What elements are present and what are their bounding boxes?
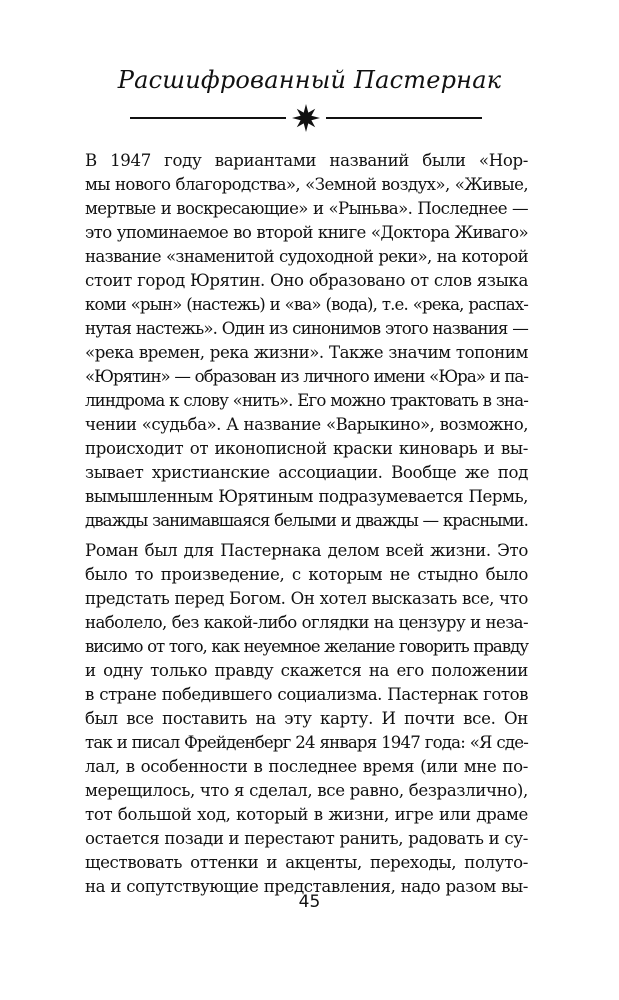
text-line: было то произведение, с которым не стыдно было xyxy=(85,565,528,584)
text-line: чении «судьба». А название «Варыкино», возможно, xyxy=(85,415,528,434)
text-line: «Юрятин» — образован из личного имени «Юра» и па- xyxy=(85,367,528,386)
text-line: висимо от того, как неуемное желание говорить правду xyxy=(85,637,528,656)
text-line: мерещилось, что я сделал, все равно, безразлично), xyxy=(85,781,528,800)
text-line: линдрома к слову «нить». Его можно трактовать в зна- xyxy=(85,391,528,410)
text-line: происходит от иконописной краски киноварь и вы- xyxy=(85,439,528,458)
text-line: «река времен, река жизни». Также значим топоним xyxy=(85,343,528,362)
text-line: это упоминаемое во второй книге «Доктора Живаго» xyxy=(85,223,528,242)
text-line: наболело, без какой-либо оглядки на цензуру и неза- xyxy=(85,613,528,632)
text-line: мертвые и воскресающие» и «Рыньва». Последнее — xyxy=(85,199,528,218)
paragraph-2 xyxy=(85,539,528,899)
text-line: так и писал Фрейденберг 24 января 1947 года: «Я сде- xyxy=(85,733,528,752)
text-line: в стране победившего социализма. Пастернак готов xyxy=(85,685,528,704)
eight-point-star-icon xyxy=(291,104,321,132)
text-line: предстать перед Богом. Он хотел высказать все, что xyxy=(85,589,528,608)
text-line: В 1947 году вариантами названий были «Нор- xyxy=(85,151,528,170)
text-line: остается позади и перестают ранить, радовать и су- xyxy=(85,829,528,848)
ornament-rule-right xyxy=(326,117,482,119)
text-line: дважды занимавшаяся белыми и дважды — красными. xyxy=(85,511,528,530)
text-line: стоит город Юрятин. Оно образовано от слов языка xyxy=(85,271,528,290)
text-line: название «знаменитой судоходной реки», на которой xyxy=(85,247,528,266)
text-line: на и сопутствующие представления, надо разом вы- xyxy=(85,877,528,896)
text-line: нутая настежь». Один из синонимов этого названия — xyxy=(85,319,528,338)
text-line: мы нового благородства», «Земной воздух», «Живые, xyxy=(85,175,528,194)
text-line: Роман был для Пастернака делом всей жизни. Это xyxy=(85,541,528,560)
text-line: зывает христианские ассоциации. Вообще же под xyxy=(85,463,528,482)
running-head-title: Расшифрованный Пастернак xyxy=(117,66,502,94)
text-line: коми «рын» (настежь) и «ва» (вода), т.е. «река, распах- xyxy=(85,295,528,314)
text-line: ществовать оттенки и акценты, переходы, полуто- xyxy=(85,853,528,872)
ornament-rule-left xyxy=(130,117,286,119)
paragraph-1 xyxy=(85,149,528,533)
text-line: лал, в особенности в последнее время (или мне по- xyxy=(85,757,528,776)
text-line: и одну только правду скажется на его положении xyxy=(85,661,528,680)
text-line: вымышленным Юрятиным подразумевается Пермь, xyxy=(85,487,528,506)
header-ornament xyxy=(130,104,482,132)
text-line: был все поставить на эту карту. И почти все. Он xyxy=(85,709,528,728)
page-number: 45 xyxy=(298,892,321,912)
text-line: тот большой ход, который в жизни, игре или драме xyxy=(85,805,528,824)
